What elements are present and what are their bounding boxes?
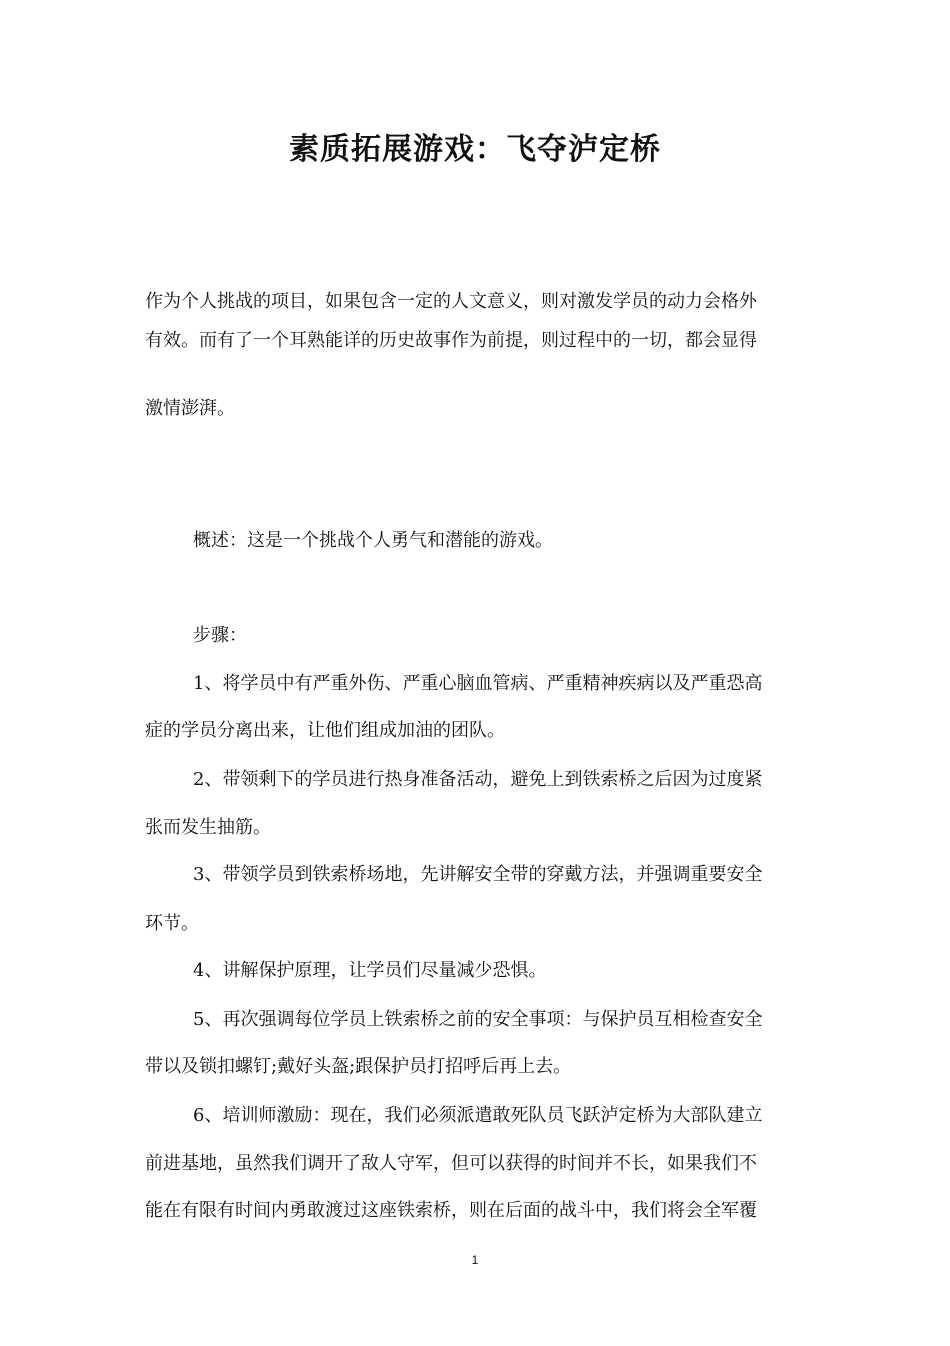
intro-paragraph xyxy=(145,290,805,314)
step-5-line-2: 带以及锁扣螺钉;戴好头盔;跟保护员打招呼后再上去。 xyxy=(145,1056,572,1077)
step-6-line-1: 6、培训师激励：现在，我们必须派遣敢死队员飞跃泸定桥为大部队建立 xyxy=(193,1105,763,1126)
intro-paragraph-cont xyxy=(145,329,805,353)
step-5-cont xyxy=(145,1055,805,1079)
step-3-line-1: 3、带领学员到铁索桥场地，先讲解安全带的穿戴方法，并强调重要安全 xyxy=(193,864,763,885)
intro-line-1: 作为个人挑战的项目，如果包含一定的人文意义，则对激发学员的动力会格外 xyxy=(145,291,757,312)
step-2-cont xyxy=(145,816,805,840)
overview-paragraph xyxy=(145,529,805,553)
step-6 xyxy=(145,1104,805,1128)
overview-text: 概述：这是一个挑战个人勇气和潜能的游戏。 xyxy=(193,530,553,551)
step-4 xyxy=(145,959,805,983)
step-2 xyxy=(145,768,805,792)
steps-heading-text: 步骤： xyxy=(193,625,247,646)
step-2-line-2: 张而发生抽筋。 xyxy=(145,817,271,838)
step-3-cont xyxy=(145,912,805,936)
step-1-cont xyxy=(145,719,805,743)
document-title: 素质拓展游戏：飞夺泸定桥 xyxy=(289,132,661,167)
step-5-line-1: 5、再次强调每位学员上铁索桥之前的安全事项：与保护员互相检查安全 xyxy=(193,1009,763,1030)
steps-heading xyxy=(145,624,805,648)
intro-line-2: 有效。而有了一个耳熟能详的历史故事作为前提，则过程中的一切，都会显得 xyxy=(145,330,757,351)
intro-line-3: 激情澎湃。 xyxy=(145,398,235,419)
step-1 xyxy=(145,672,805,696)
intro-paragraph-end xyxy=(145,397,805,421)
step-1-line-1: 1、将学员中有严重外伤、严重心脑血管病、严重精神疾病以及严重恐高 xyxy=(193,673,763,694)
step-6-line-3: 能在有限有时间内勇敢渡过这座铁索桥，则在后面的战斗中，我们将会全军覆 xyxy=(145,1200,757,1221)
step-6-cont-2 xyxy=(145,1199,805,1223)
step-2-line-1: 2、带领剩下的学员进行热身准备活动，避免上到铁索桥之后因为过度紧 xyxy=(193,769,763,790)
step-1-line-2: 症的学员分离出来，让他们组成加油的团队。 xyxy=(145,720,505,741)
step-3 xyxy=(145,863,805,887)
step-3-line-2: 环节。 xyxy=(145,913,199,934)
step-5 xyxy=(145,1008,805,1032)
step-6-cont xyxy=(145,1152,805,1176)
step-4-line-1: 4、讲解保护原理，让学员们尽量减少恐惧。 xyxy=(193,960,547,981)
page-number: 1 xyxy=(471,1253,479,1267)
step-6-line-2: 前进基地，虽然我们调开了敌人守军，但可以获得的时间并不长，如果我们不 xyxy=(145,1153,757,1174)
